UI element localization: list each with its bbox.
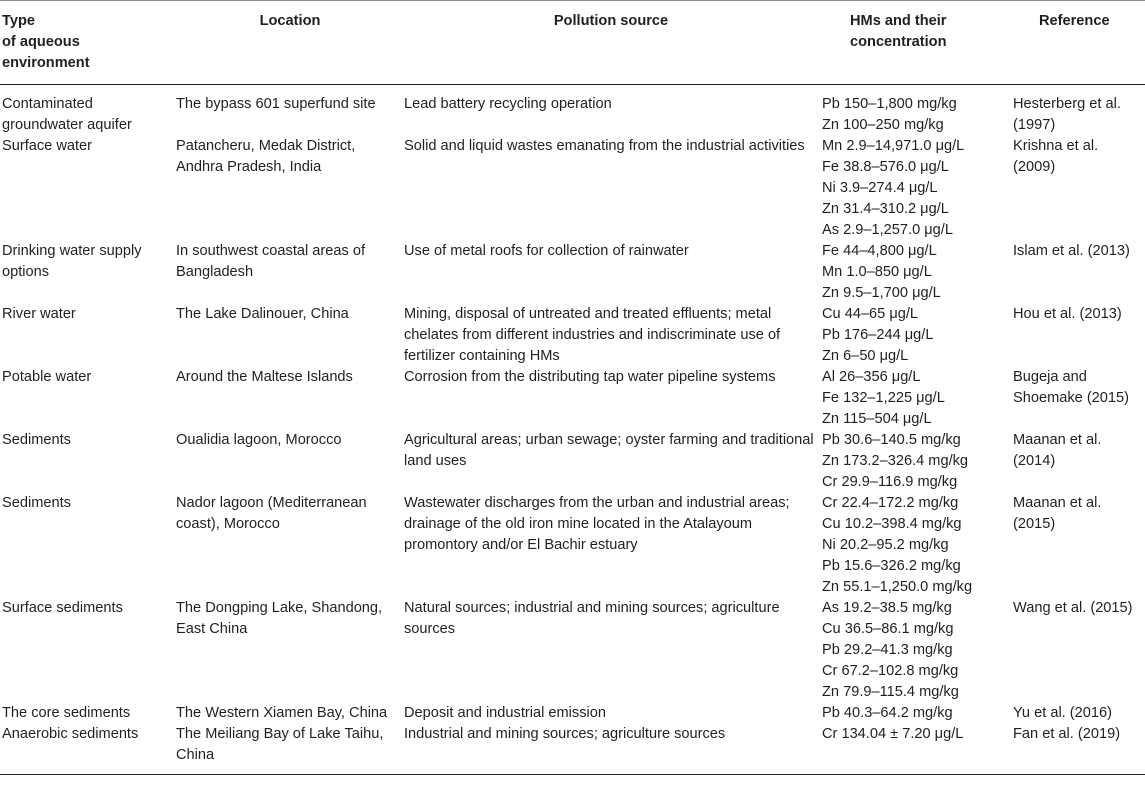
cell-environment-type: The core sediments bbox=[2, 705, 131, 721]
cell-reference: Fan et al. (2019) bbox=[1011, 724, 1145, 775]
hm-concentration-item: Ni 20.2–95.2 mg/kg bbox=[822, 537, 949, 553]
header-row bbox=[0, 1, 1145, 85]
cell-hms-concentration bbox=[818, 703, 1011, 724]
cell-reference: Wang et al. (2015) bbox=[1013, 600, 1133, 616]
table-header bbox=[0, 1, 1145, 85]
cell-pollution-source: Agricultural areas; urban sewage; oyster farming and traditional land uses bbox=[404, 432, 814, 469]
hm-concentration-item: Fe 38.8–576.0 μg/L bbox=[822, 159, 949, 175]
header-hms-line-1: HMs and their bbox=[850, 13, 947, 29]
table-body bbox=[0, 85, 1145, 775]
cell-hms-concentration bbox=[818, 430, 1011, 493]
hm-concentration-item: As 19.2–38.5 mg/kg bbox=[822, 600, 952, 616]
hm-concentration-item: Pb 40.3–64.2 mg/kg bbox=[822, 705, 953, 721]
cell-location: The Lake Dalinouer, China bbox=[176, 306, 349, 322]
cell-hms-concentration bbox=[818, 598, 1011, 703]
cell-pollution-source: Wastewater discharges from the urban and industrial areas; drainage of the old iron mine located in the Atalayoum promontory and/or El Bachir estuary bbox=[404, 495, 790, 553]
hm-concentration-item: Zn 115–504 μg/L bbox=[822, 411, 932, 427]
hm-concentration-item: As 2.9–1,257.0 μg/L bbox=[822, 222, 953, 238]
cell-pollution-source: Deposit and industrial emission bbox=[404, 705, 606, 721]
hm-concentration-item: Pb 30.6–140.5 mg/kg bbox=[822, 432, 961, 448]
cell-location: In southwest coastal areas of Bangladesh bbox=[176, 243, 366, 280]
cell-hms-concentration bbox=[818, 493, 1011, 598]
cell-location: Nador lagoon (Mediterranean coast), Morocco bbox=[176, 495, 367, 532]
cell-environment-type: Sediments bbox=[2, 432, 71, 448]
hm-concentration-item: Fe 44–4,800 μg/L bbox=[822, 243, 937, 259]
hm-concentration-item: Cr 134.04 ± 7.20 μg/L bbox=[822, 726, 964, 742]
hm-concentration-item: Mn 1.0–850 μg/L bbox=[822, 264, 932, 280]
header-reference: Reference bbox=[1011, 1, 1145, 85]
table-row bbox=[0, 241, 1145, 304]
cell-environment-type: Potable water bbox=[2, 369, 92, 385]
cell-reference: Maanan et al. (2015) bbox=[1013, 495, 1102, 532]
hm-concentration-item: Zn 9.5–1,700 μg/L bbox=[822, 285, 941, 301]
cell-environment-type: Surface sediments bbox=[2, 600, 123, 616]
cell-hms-concentration bbox=[818, 241, 1011, 304]
cell-reference: Bugeja and Shoemake (2015) bbox=[1013, 369, 1130, 406]
table-row bbox=[0, 724, 1145, 775]
header-type-line-2: of aqueous bbox=[2, 34, 80, 50]
cell-hms-concentration bbox=[818, 136, 1011, 241]
cell-hms-concentration bbox=[818, 367, 1011, 430]
hm-concentration-item: Cu 36.5–86.1 mg/kg bbox=[822, 621, 954, 637]
hm-concentration-item: Al 26–356 μg/L bbox=[822, 369, 921, 385]
cell-pollution-source: Mining, disposal of untreated and treated effluents; metal chelates from different industries and indiscriminate use of fertilizer containing HMs bbox=[404, 306, 781, 364]
cell-pollution-source: Solid and liquid wastes emanating from the industrial activities bbox=[404, 138, 805, 154]
cell-environment-type: Sediments bbox=[2, 495, 71, 511]
table-row bbox=[0, 598, 1145, 703]
table-row bbox=[0, 367, 1145, 430]
table-row bbox=[0, 304, 1145, 367]
cell-environment-type: Contaminated groundwater aquifer bbox=[2, 96, 132, 133]
hm-concentration-item: Zn 173.2–326.4 mg/kg bbox=[822, 453, 969, 469]
cell-environment-type: Surface water bbox=[2, 138, 93, 154]
cell-environment-type: Drinking water supply options bbox=[2, 243, 142, 280]
cell-reference: Yu et al. (2016) bbox=[1013, 705, 1112, 721]
cell-pollution-source: Industrial and mining sources; agriculture sources bbox=[404, 724, 818, 775]
table-row bbox=[0, 430, 1145, 493]
cell-location: Around the Maltese Islands bbox=[176, 369, 353, 385]
hm-concentration-item: Cu 10.2–398.4 mg/kg bbox=[822, 516, 962, 532]
hm-concentration-item: Zn 55.1–1,250.0 mg/kg bbox=[822, 579, 973, 595]
header-location: Location bbox=[176, 1, 404, 85]
cell-environment-type: River water bbox=[2, 306, 76, 322]
hm-concentration-item: Cr 67.2–102.8 mg/kg bbox=[822, 663, 959, 679]
hm-concentration-item: Pb 15.6–326.2 mg/kg bbox=[822, 558, 961, 574]
cell-reference: Krishna et al. (2009) bbox=[1013, 138, 1099, 175]
cell-pollution-source: Use of metal roofs for collection of rainwater bbox=[404, 243, 689, 259]
header-type-line-1: Type bbox=[2, 13, 35, 29]
hm-concentration-item: Cu 44–65 μg/L bbox=[822, 306, 919, 322]
cell-reference: Hou et al. (2013) bbox=[1013, 306, 1122, 322]
cell-hms-concentration bbox=[818, 724, 1011, 775]
cell-reference: Islam et al. (2013) bbox=[1013, 243, 1130, 259]
hm-concentration-item: Cr 22.4–172.2 mg/kg bbox=[822, 495, 959, 511]
cell-location: The Western Xiamen Bay, China bbox=[176, 705, 388, 721]
header-type bbox=[0, 1, 176, 85]
hm-concentration-item: Zn 31.4–310.2 μg/L bbox=[822, 201, 949, 217]
cell-environment-type: Anaerobic sediments bbox=[0, 724, 176, 775]
hm-concentration-item: Cr 29.9–116.9 mg/kg bbox=[822, 474, 958, 490]
cell-location: Oualidia lagoon, Morocco bbox=[176, 432, 342, 448]
header-pollution-source: Pollution source bbox=[404, 1, 818, 85]
cell-reference: Hesterberg et al. (1997) bbox=[1013, 96, 1121, 133]
hm-concentration-item: Pb 29.2–41.3 mg/kg bbox=[822, 642, 953, 658]
table-row bbox=[0, 85, 1145, 137]
cell-reference: Maanan et al. (2014) bbox=[1013, 432, 1102, 469]
hm-concentration-item: Zn 100–250 mg/kg bbox=[822, 117, 944, 133]
cell-pollution-source: Corrosion from the distributing tap water pipeline systems bbox=[404, 369, 776, 385]
hm-concentration-item: Ni 3.9–274.4 μg/L bbox=[822, 180, 938, 196]
hm-concentration-item: Fe 132–1,225 μg/L bbox=[822, 390, 945, 406]
hm-concentration-item: Zn 6–50 μg/L bbox=[822, 348, 909, 364]
hm-concentration-item: Pb 176–244 μg/L bbox=[822, 327, 934, 343]
hm-concentration-item: Zn 79.9–115.4 mg/kg bbox=[822, 684, 959, 700]
cell-location: Patancheru, Medak District, Andhra Pradesh, India bbox=[176, 138, 356, 175]
cell-location: The bypass 601 superfund site bbox=[176, 96, 376, 112]
table-row bbox=[0, 703, 1145, 724]
cell-location: The Meiliang Bay of Lake Taihu, China bbox=[176, 724, 404, 775]
cell-pollution-source: Lead battery recycling operation bbox=[404, 96, 612, 112]
table-row bbox=[0, 136, 1145, 241]
hm-concentration-item: Pb 150–1,800 mg/kg bbox=[822, 96, 957, 112]
cell-pollution-source: Natural sources; industrial and mining sources; agriculture sources bbox=[404, 600, 780, 637]
cell-location: The Dongping Lake, Shandong, East China bbox=[176, 600, 383, 637]
header-hms-line-2: concentration bbox=[850, 34, 947, 50]
header-type-line-3: environment bbox=[2, 55, 90, 71]
table-row bbox=[0, 493, 1145, 598]
cell-hms-concentration bbox=[818, 85, 1011, 137]
hm-concentration-item: Mn 2.9–14,971.0 μg/L bbox=[822, 138, 965, 154]
header-hms bbox=[818, 1, 1011, 85]
cell-hms-concentration bbox=[818, 304, 1011, 367]
